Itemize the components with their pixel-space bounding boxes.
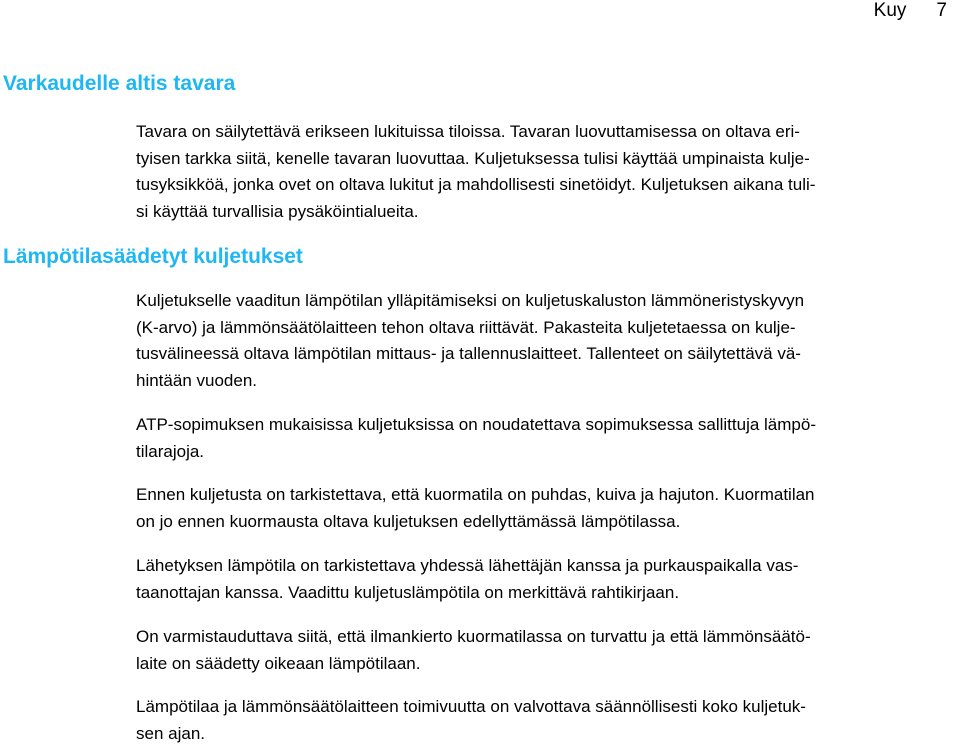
text-line: Tavara on säilytettävä erikseen lukituissa tiloissa. Tavaran luovuttamisessa on oltava eri- bbox=[136, 119, 958, 146]
paragraph-monitoring bbox=[136, 694, 958, 747]
paragraph-air-circulation bbox=[136, 624, 958, 677]
text-line: tilarajoja. bbox=[136, 439, 958, 466]
text-line: hintään vuoden. bbox=[136, 368, 958, 395]
text-line: laite on säädetty oikeaan lämpötilaan. bbox=[136, 651, 958, 678]
text-line: Ennen kuljetusta on tarkistettava, että kuormatila on puhdas, kuiva ja hajuton. Kuormatilan bbox=[136, 482, 958, 509]
text-line: Lämpötilaa ja lämmönsäätölaitteen toimivuutta on valvottava säännöllisesti koko kuljetuk- bbox=[136, 694, 958, 721]
text-line: ATP-sopimuksen mukaisissa kuljetuksissa on noudatettava sopimuksessa sallittuja lämpö- bbox=[136, 412, 958, 439]
text-line: tyisen tarkka siitä, kenelle tavaran luovuttaa. Kuljetuksessa tulisi käyttää umpinaista kulje- bbox=[136, 146, 958, 173]
paragraph-shipment-temperature bbox=[136, 553, 958, 606]
text-line: (K-arvo) ja lämmönsäätölaitteen tehon oltava riittävät. Pakasteita kuljetetaessa on kulje- bbox=[136, 315, 958, 342]
text-line: on jo ennen kuormausta oltava kuljetuksen edellyttämässä lämpötilassa. bbox=[136, 509, 958, 536]
text-line: taanottajan kanssa. Vaadittu kuljetuslämpötila on merkittävä rahtikirjaan. bbox=[136, 580, 958, 607]
heading-lampotilasaadetyt-kuljetukset: Lämpötilasäädetyt kuljetukset bbox=[3, 244, 303, 270]
paragraph-cargo-space-check bbox=[136, 482, 958, 535]
text-line: On varmistauduttava siitä, että ilmankierto kuormatilassa on turvattu ja että lämmönsäätö- bbox=[136, 624, 958, 651]
paragraph-k-value bbox=[136, 288, 958, 394]
text-line: tusyksikköä, jonka ovet on oltava lukitut ja mahdollisesti sinetöidyt. Kuljetuksen aikana tuli- bbox=[136, 172, 958, 199]
page-header bbox=[874, 0, 947, 22]
paragraph-theft-prone-goods bbox=[136, 119, 958, 225]
text-line: si käyttää turvallisia pysäköintialueita. bbox=[136, 199, 958, 226]
header-section-label: Kuy bbox=[874, 0, 907, 21]
heading-varkaudelle-altis-tavara: Varkaudelle altis tavara bbox=[3, 71, 235, 97]
text-line: tusvälineessä oltava lämpötilan mittaus- ja tallennuslaitteet. Tallenteet on säilytettävä vä- bbox=[136, 341, 958, 368]
page-number: 7 bbox=[936, 0, 947, 21]
text-line: Kuljetukselle vaaditun lämpötilan ylläpitämiseksi on kuljetuskaluston lämmöneristyskyvyn bbox=[136, 288, 958, 315]
text-line: Lähetyksen lämpötila on tarkistettava yhdessä lähettäjän kanssa ja purkauspaikalla vas- bbox=[136, 553, 958, 580]
text-line: sen ajan. bbox=[136, 721, 958, 747]
paragraph-atp-agreement bbox=[136, 412, 958, 465]
